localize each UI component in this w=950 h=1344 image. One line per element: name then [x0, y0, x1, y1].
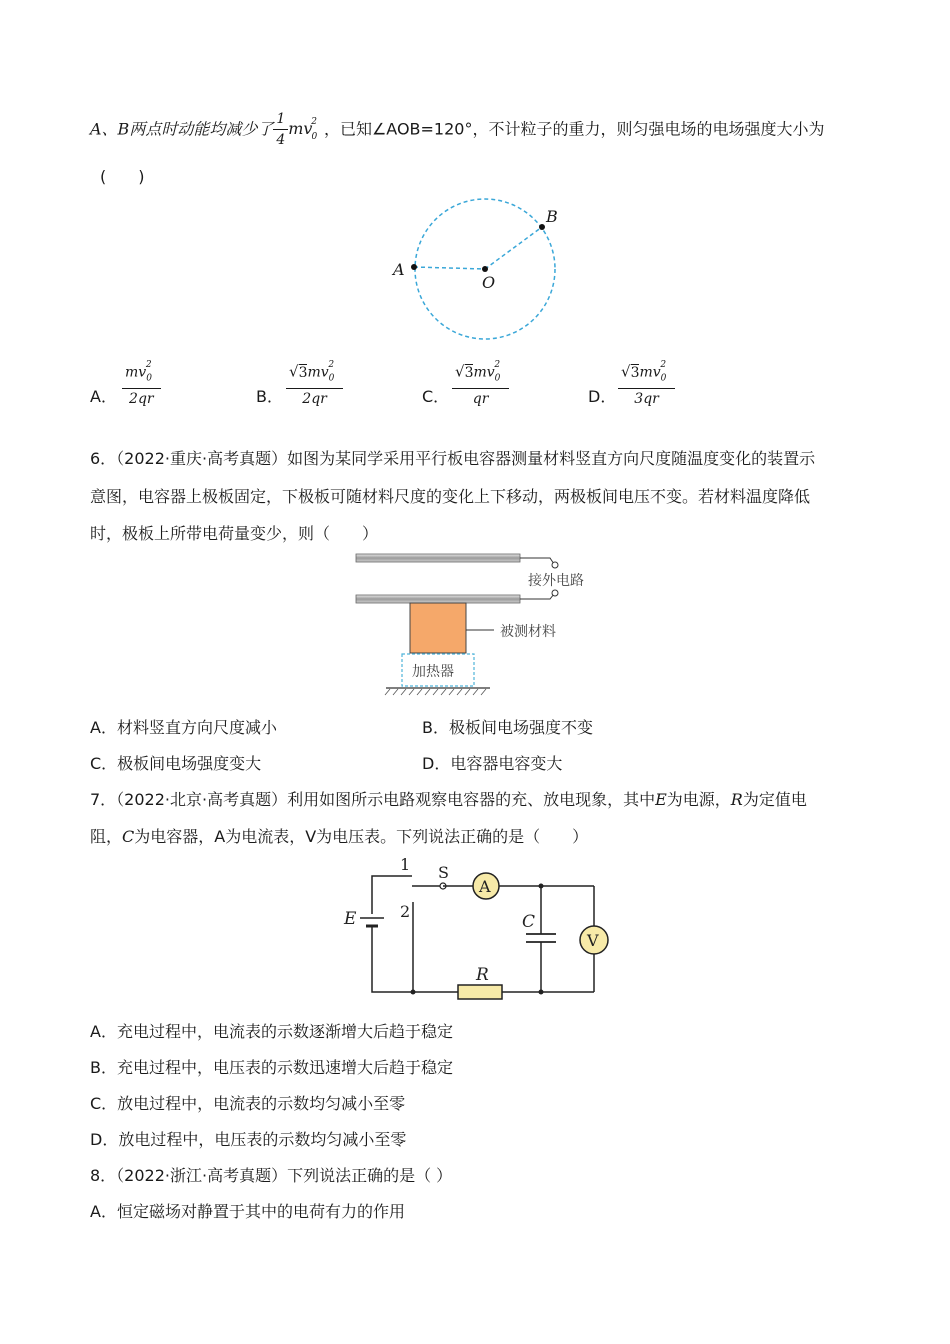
q7-symbol-e: E: [655, 790, 667, 809]
q8-stem: 8．（2022·浙江·高考真题）下列说法正确的是（ ）: [90, 1166, 453, 1185]
q6-option-a[interactable]: A．材料竖直方向尺度减小: [90, 718, 277, 737]
lower-terminal: [552, 590, 558, 596]
node-bottom-right: [539, 990, 544, 995]
q7-stem-line1: [90, 787, 807, 810]
q5-option-d-formula: $\frac{√3mv_0^2}{3qr}$: [618, 360, 675, 408]
point-b: [539, 224, 545, 230]
circuit-label: 接外电路: [528, 573, 584, 589]
voltmeter-label: V: [587, 931, 599, 950]
q5-option-c-label: C．: [422, 387, 450, 406]
q6-capacitor-figure: [350, 548, 610, 700]
resistor-label: R: [476, 965, 489, 985]
q6-stem-line2: 意图，电容器上极板固定，下极板可随材料尺度的变化上下移动，两极板间电压不变。若材料温度降低: [90, 487, 811, 506]
heater-label: 加热器: [412, 664, 454, 680]
q5-option-a-formula: $\frac{mv_0^2}{2qr}$: [122, 360, 161, 408]
material-block: [410, 603, 466, 653]
q5-stem-suffix: ，已知∠AOB=120°，不计粒子的重力，则匀强电场的电场强度大小为: [323, 119, 825, 139]
q5-mv0-squared: $mv_0^2$: [288, 117, 318, 142]
radius-oa: [414, 267, 485, 269]
q7-option-b[interactable]: B．充电过程中，电压表的示数迅速增大后趋于稳定: [90, 1058, 453, 1077]
q5-fraction-quarter: $\frac{1}{4}$: [273, 110, 288, 149]
q7-option-a[interactable]: A．充电过程中，电流表的示数逐渐增大后趋于稳定: [90, 1022, 453, 1041]
q5-stem-prefix: A、B两点时动能均减少了: [90, 119, 274, 139]
ground-hatch: [385, 689, 486, 695]
q6-option-c[interactable]: C．极板间电场强度变大: [90, 754, 262, 773]
q5-circle-figure: [380, 196, 580, 346]
q5-stem-line1: [90, 104, 824, 148]
point-a: [411, 264, 417, 270]
q7-symbol-r: R: [730, 790, 743, 809]
q7-option-c[interactable]: C．放电过程中，电流表的示数均匀减小至零: [90, 1094, 406, 1113]
q7-stem-line2-part1: 阻，: [90, 827, 123, 846]
q6-option-d[interactable]: D．电容器电容变大: [422, 754, 563, 773]
radius-ob: [485, 227, 542, 269]
q5-option-b-label: B．: [256, 387, 283, 406]
q7-stem-line2: [90, 824, 588, 847]
upper-wire: [520, 558, 554, 564]
q7-stem-line1-part3: 为定值电: [742, 790, 807, 809]
q7-symbol-c: C: [122, 827, 135, 846]
capacitor-label: C: [522, 912, 536, 932]
lower-wire: [520, 594, 554, 599]
point-o: [482, 266, 488, 272]
q7-circuit-figure: [336, 850, 616, 1000]
node-bottom-left: [411, 990, 416, 995]
switch-label: S: [438, 863, 449, 882]
lower-plate: [356, 595, 520, 603]
label-o: O: [482, 273, 496, 292]
q7-stem-line1-part2: 为电源，: [666, 790, 731, 809]
contact-2-label: 2: [400, 902, 411, 921]
q5-option-d-label: D．: [588, 387, 617, 406]
q7-option-d[interactable]: D．放电过程中，电压表的示数均匀减小至零: [90, 1130, 407, 1149]
q5-option-a-label: A．: [90, 387, 117, 406]
wire-left-bottom: [372, 926, 413, 992]
q5-option-b-formula: $\frac{√3mv_0^2}{2qr}$: [286, 360, 343, 408]
q5-option-c-formula: $\frac{√3mv_0^2}{qr}$: [452, 360, 509, 408]
q7-stem-line1-part1: 7．（2022·北京·高考真题）利用如图所示电路观察电容器的充、放电现象，其中: [90, 790, 656, 809]
material-label: 被测材料: [500, 624, 556, 640]
q8-option-a[interactable]: A．恒定磁场对静置于其中的电荷有力的作用: [90, 1202, 405, 1221]
q6-stem-line1: 6．（2022·重庆·高考真题）如图为某同学采用平行板电容器测量材料竖直方向尺度随温度变化的装置示: [90, 449, 816, 468]
q7-stem-line2-part2: 为电容器，A为电流表，V为电压表。下列说法正确的是（ ）: [134, 827, 589, 846]
upper-terminal: [552, 562, 558, 568]
source-label: E: [344, 909, 357, 929]
resistor: [458, 985, 502, 999]
contact-1-label: 1: [400, 855, 411, 874]
label-b: B: [546, 207, 558, 226]
q5-answer-paren: ( ): [100, 167, 145, 186]
upper-plate: [356, 554, 520, 562]
ammeter-label: A: [479, 877, 491, 896]
label-a: A: [393, 260, 405, 279]
q6-stem-line3: 时，极板上所带电荷量变少，则（ ）: [90, 524, 379, 543]
q6-option-b[interactable]: B．极板间电场强度不变: [422, 718, 593, 737]
